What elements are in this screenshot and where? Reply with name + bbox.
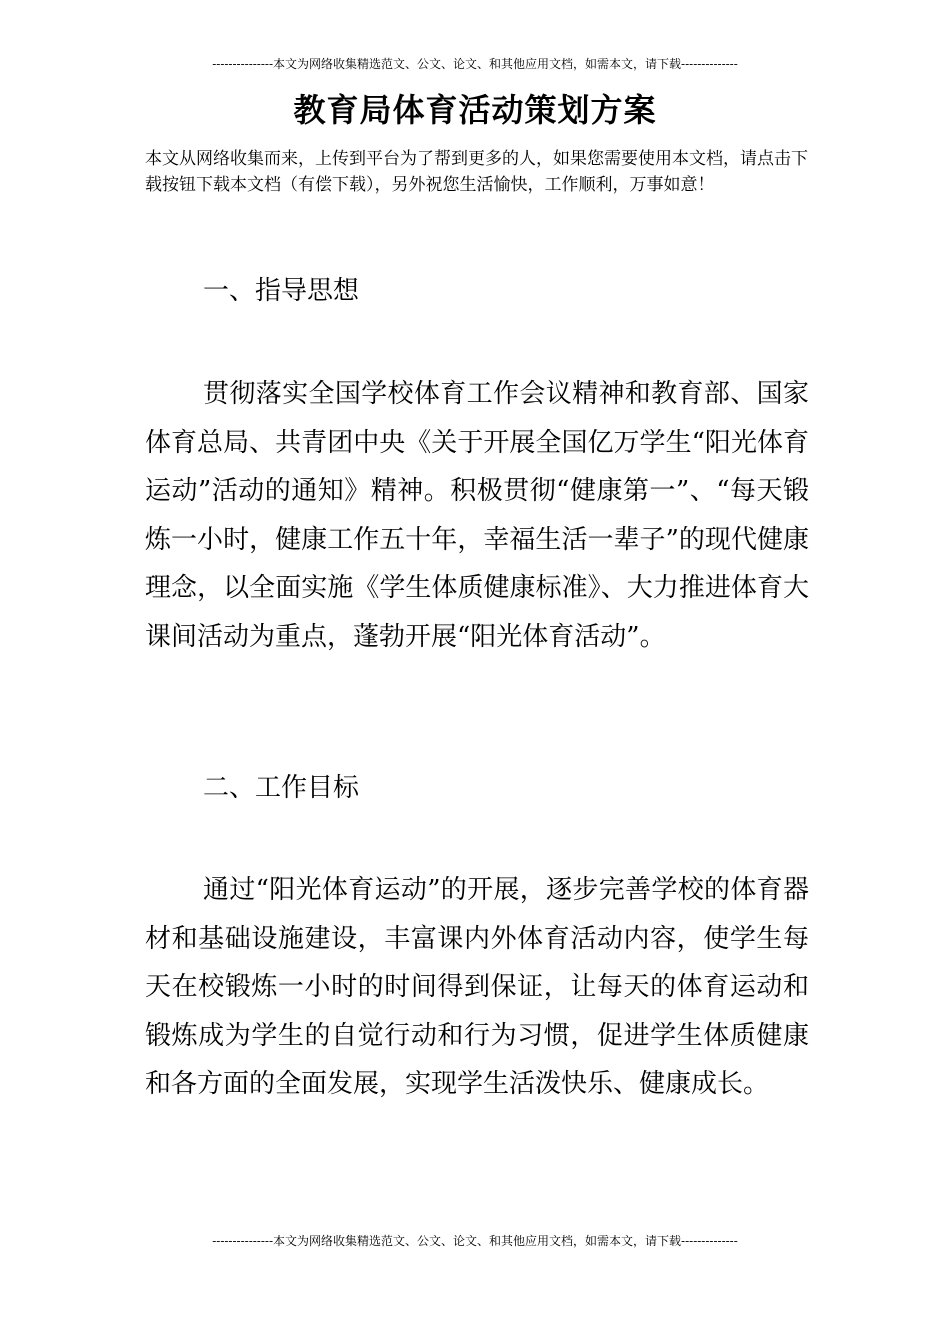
section-heading-work-goals: 二、工作目标: [203, 773, 360, 803]
section-body-work-goals: 通过“阳光体育运动”的开展，逐步完善学校的体育器材和基础设施建设，丰富课内外体育活动内容，使学生每天在校锻炼一小时的时间得到保证，让每天的体育运动和锻炼成为学生的自觉行动和行为习惯，促进学生体质健康和各方面的全面发展，实现学生活泼快乐、健康成长。: [145, 875, 809, 1099]
intro-paragraph: 本文从网络收集而来，上传到平台为了帮到更多的人，如果您需要使用本文档，请点击下载按钮下载本文档（有偿下载），另外祝您生活愉快，工作顺利，万事如意！: [145, 149, 808, 195]
section-body-guiding-ideology: 贯彻落实全国学校体育工作会议精神和教育部、国家体育总局、共青团中央《关于开展全国亿万学生“阳光体育运动”活动的通知》精神。积极贯彻“健康第一”、“每天锻炼一小时，健康工作五十年，幸福生活一辈子”的现代健康理念，以全面实施《学生体质健康标准》、大力推进体育大课间活动为重点，蓬勃开展“阳光体育活动”。: [145, 379, 809, 652]
footer-banner: ---------------本文为网络收集精选范文、公文、论文、和其他应用文档，如需本文，请下载--------------: [212, 1234, 738, 1248]
document-title: 教育局体育活动策划方案: [293, 91, 657, 129]
section-heading-guiding-ideology: 一、指导思想: [203, 276, 360, 306]
header-banner: ---------------本文为网络收集精选范文、公文、论文、和其他应用文档，如需本文，请下载--------------: [212, 57, 738, 71]
